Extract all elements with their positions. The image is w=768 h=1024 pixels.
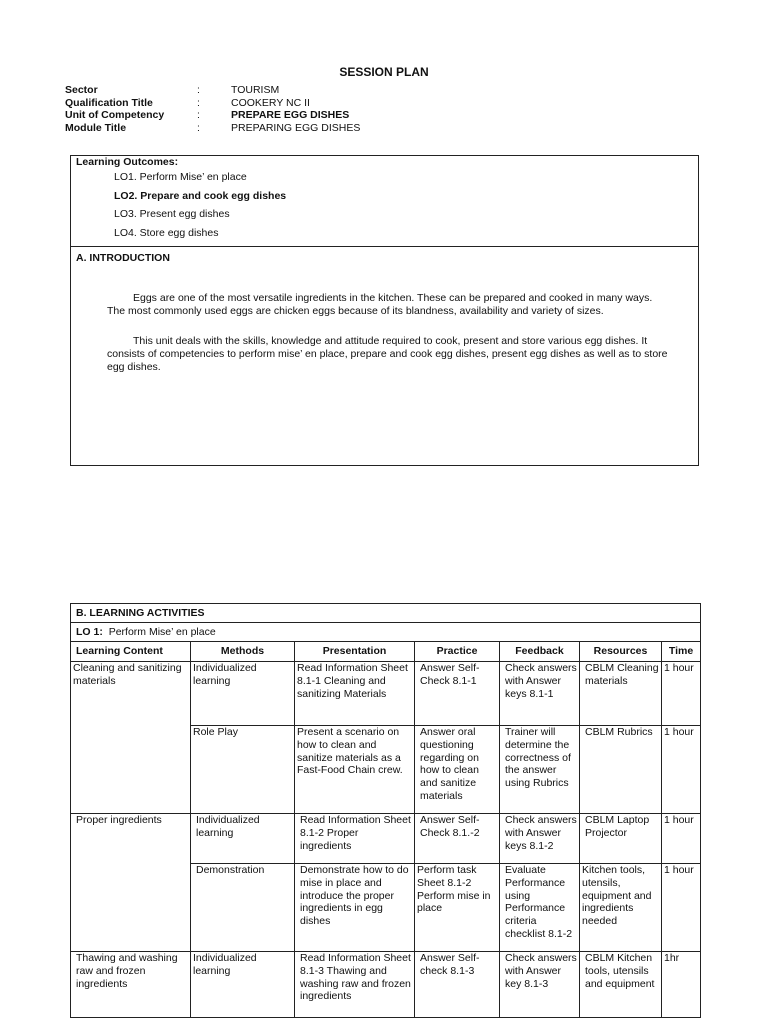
sector-label: Sector [65, 84, 98, 96]
session-info [65, 84, 360, 134]
time-cell: 1 hour [662, 814, 701, 864]
time-cell: 1 hour [662, 864, 701, 952]
column-header: Practice [415, 642, 500, 662]
table-row [71, 662, 701, 726]
resources-cell: CBLM Laptop Projector [580, 814, 662, 864]
resources-cell: CBLM Kitchen tools, utensils and equipment [580, 952, 662, 1018]
sector-value: TOURISM [231, 84, 280, 96]
table-row [71, 952, 701, 1018]
qualification-value: COOKERY NC II [231, 96, 310, 109]
module-row [65, 122, 360, 135]
sector-row [65, 84, 360, 97]
learning-outcome-item: LO2. Prepare and cook egg dishes [114, 189, 287, 202]
resources-cell: CBLM Cleaning materials [580, 662, 662, 726]
feedback-cell: Trainer will determine the correctness of the answer using Rubrics [500, 726, 580, 814]
learning-outcomes-box [70, 155, 699, 247]
feedback-cell: Check answers with Answer key 8.1-3 [500, 952, 580, 1018]
feedback-cell: Evaluate Performance using Performance criteria checklist 8.1-2 [500, 864, 580, 952]
table-row [71, 814, 701, 864]
learning-outcomes-heading: Learning Outcomes: [76, 156, 179, 168]
qualification-label: Qualification Title [65, 96, 153, 109]
learning-outcome-item: LO1. Perform Mise’ en place [114, 171, 247, 183]
resources-cell: Kitchen tools, utensils, equipment and ingredients needed [580, 864, 662, 952]
presentation-cell: Read Information Sheet 8.1-1 Cleaning and sanitizing Materials [295, 662, 415, 726]
learning-outcome-item: LO4. Store egg dishes [114, 226, 219, 239]
learning-outcome-item: LO3. Present egg dishes [114, 208, 230, 220]
time-cell: 1 hour [662, 726, 701, 814]
learning-content-cell: Cleaning and sanitizing materials [71, 662, 191, 814]
methods-cell: Individualized learning [191, 952, 295, 1018]
column-header: Feedback [500, 642, 580, 662]
column-header: Resources [580, 642, 662, 662]
lo-label: LO 1: [76, 625, 103, 638]
column-header: Presentation [295, 642, 415, 662]
time-cell: 1 hour [662, 662, 701, 726]
practice-cell: Answer oral questioning regarding on how to clean and sanitize materials [415, 726, 500, 814]
learning-activities-table [70, 603, 701, 1018]
lo-text: Perform Mise’ en place [108, 625, 216, 638]
module-value: PREPARING EGG DISHES [231, 121, 361, 134]
learning-activities-heading: B. LEARNING ACTIVITIES [71, 604, 701, 623]
practice-cell: Answer Self-Check 8.1.-2 [415, 814, 500, 864]
methods-cell: Individualized learning [191, 814, 295, 864]
separator: : [197, 121, 200, 134]
introduction-box [70, 246, 699, 466]
page-title: SESSION PLAN [339, 65, 429, 79]
separator: : [197, 96, 200, 109]
practice-cell: Answer Self-Check 8.1-1 [415, 662, 500, 726]
time-cell: 1hr [662, 952, 701, 1018]
column-header: Methods [191, 642, 295, 662]
learning-content-cell: Thawing and washing raw and frozen ingredients [71, 952, 191, 1018]
methods-cell: Demonstration [191, 864, 295, 952]
learning-content-cell: Proper ingredients [71, 814, 191, 952]
introduction-heading: A. INTRODUCTION [76, 252, 170, 264]
methods-cell: Individualized learning [191, 662, 295, 726]
separator: : [197, 84, 200, 96]
qualification-row [65, 97, 360, 110]
feedback-cell: Check answers with Answer keys 8.1-1 [500, 662, 580, 726]
lo1-row [71, 623, 701, 642]
separator: : [197, 109, 200, 121]
presentation-cell: Read Information Sheet 8.1-3 Thawing and washing raw and frozen ingredients [295, 952, 415, 1018]
methods-cell: Role Play [191, 726, 295, 814]
column-header: Time [662, 642, 701, 662]
presentation-cell: Present a scenario on how to clean and sanitize materials as a Fast-Food Chain crew. [295, 726, 415, 814]
resources-cell: CBLM Rubrics [580, 726, 662, 814]
column-header: Learning Content [71, 642, 191, 662]
presentation-cell: Demonstrate how to do mise in place and introduce the proper ingredients in egg dishes [295, 864, 415, 952]
practice-cell: Perform task Sheet 8.1-2 Perform mise in place [415, 864, 500, 952]
introduction-paragraph: This unit deals with the skills, knowledge and attitude required to cook, present and store various egg dishes. It consists of competencies to perform mise’ en place, prepare and cook egg dishes, present egg dishes as well as to store egg dishes. [107, 335, 668, 373]
module-label: Module Title [65, 121, 127, 134]
unit-label: Unit of Competency [65, 109, 165, 121]
practice-cell: Answer Self-check 8.1-3 [415, 952, 500, 1018]
table-header-row [71, 642, 701, 662]
presentation-cell: Read Information Sheet 8.1-2 Proper ingredients [295, 814, 415, 864]
unit-row [65, 109, 360, 122]
unit-value: PREPARE EGG DISHES [231, 109, 350, 121]
feedback-cell: Check answers with Answer keys 8.1-2 [500, 814, 580, 864]
introduction-paragraph: Eggs are one of the most versatile ingredients in the kitchen. These can be prepared and cooked in many ways. The most commonly used eggs are chicken eggs because of its blandness, availability and variety of sizes. [107, 292, 653, 317]
